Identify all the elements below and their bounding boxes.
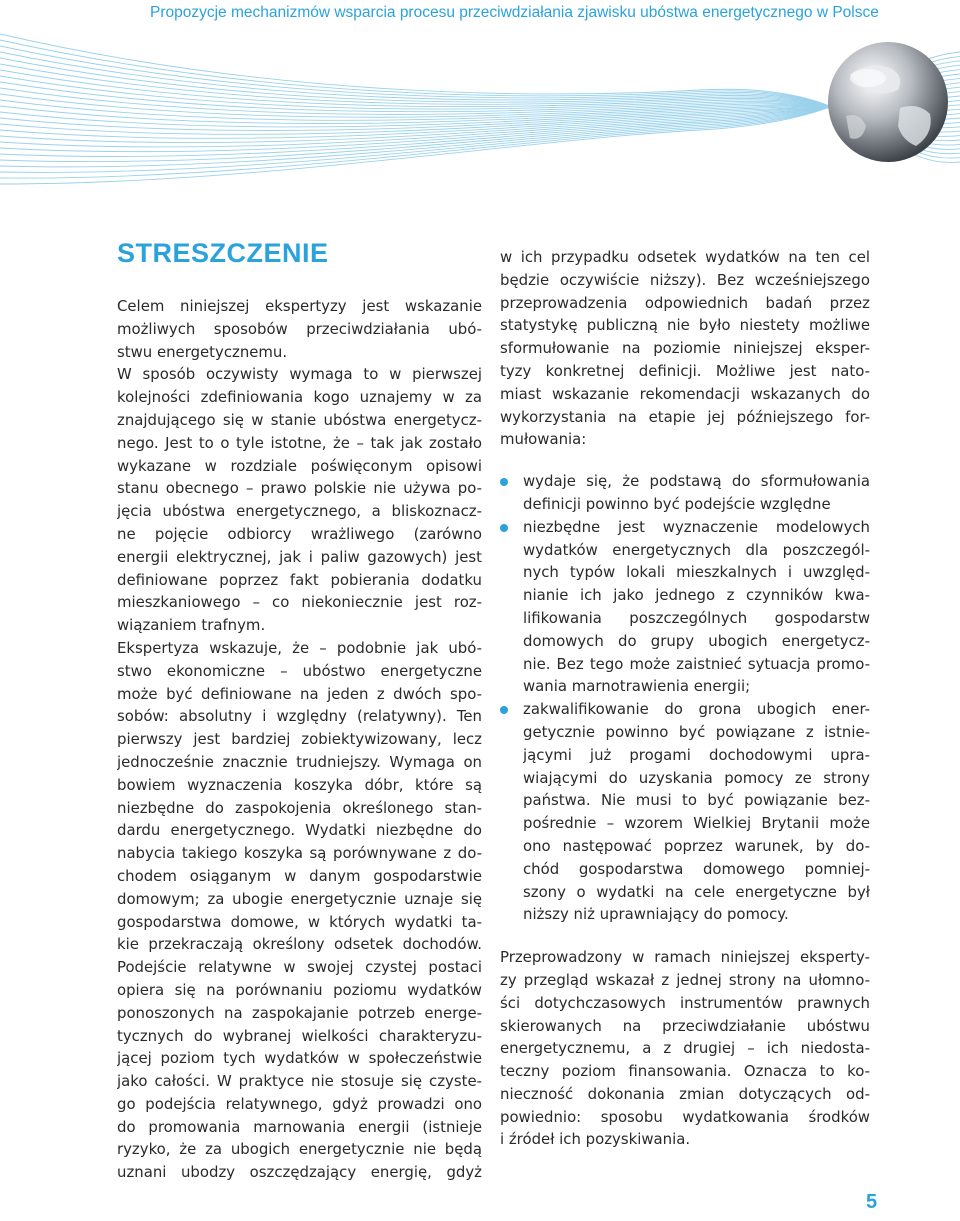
text-line: w ich przypadku odsetek wydatków na ten cel bbox=[500, 248, 870, 266]
text-line: chodem osiąganym w danym gospodarstwie bbox=[117, 866, 482, 885]
text-line: wania marnotrawienia energii; bbox=[523, 677, 751, 696]
text-line: energii elektrycznej, jak i paliw gazowych) jest bbox=[117, 547, 482, 566]
text-line: skierowanych na przeciwdziałanie ubóstwu bbox=[500, 1016, 870, 1035]
text-line: zakwalifikowanie do grona ubogich ener- bbox=[523, 700, 870, 719]
text-line: mułowania: bbox=[500, 430, 587, 449]
text-line: sformułowanie na poziomie niniejszej eksper- bbox=[500, 339, 870, 358]
text-line: stwo ekonomiczne – ubóstwo energetyczne bbox=[117, 661, 482, 680]
text-line: kolejności zdefiniowania kogo uznajemy w za bbox=[117, 388, 482, 407]
text-line: chód gospodarstwa domowego pomniej- bbox=[523, 859, 870, 878]
text-line: wykazane w rozdziale poświęconym opisowi bbox=[117, 456, 482, 475]
text-line: pierwszy jest bardziej zobiektywizowany, lecz bbox=[117, 730, 482, 749]
section-title: STRESZCZENIE bbox=[117, 238, 329, 268]
paragraph-purpose bbox=[117, 295, 482, 363]
text-line: kie przekraczają określony odsetek dochodów. bbox=[117, 935, 482, 954]
list-item bbox=[500, 698, 870, 926]
text-line: ne pojęcie odbiorcy wrażliwego (zarówno bbox=[117, 524, 482, 543]
text-line: miast wskazanie rekomendacji wskazanych do bbox=[500, 384, 870, 403]
text-line: definicji powinno być podejście względne bbox=[523, 494, 831, 513]
text-line: W sposób oczywisty wymaga to w pierwszej bbox=[117, 365, 482, 384]
text-line: znajdującego się w stanie ubóstwa energetycz- bbox=[117, 410, 482, 429]
left-column bbox=[117, 295, 482, 1184]
text-line: nych typów lokali mieszkalnych i uwzględ- bbox=[523, 563, 870, 582]
text-line: przeprowadzenia odpowiednich badań przez bbox=[500, 293, 870, 312]
text-line: lifikowania poszczególnych gospodarstw bbox=[523, 608, 870, 627]
text-line: nie. Bez tego może zaistnieć sytuacja promo- bbox=[523, 654, 870, 673]
text-line: sobów: absolutny i względny (relatywny). Ten bbox=[117, 707, 482, 726]
text-line: gospodarstwa domowe, w których wydatki ta- bbox=[117, 912, 482, 931]
text-line: jednocześnie znacznie trudniejszy. Wymaga on bbox=[117, 752, 482, 771]
paragraph-conclusion bbox=[500, 946, 870, 1151]
text-line: energetycznemu, a z drugiej – ich niedosta- bbox=[500, 1039, 870, 1058]
text-line: jącej poziom tych wydatków w społeczeństwie bbox=[117, 1049, 482, 1068]
running-header: Propozycje mechanizmów wsparcia procesu przeciwdziałania zjawisku ubóstwa energetycznego w Polsce bbox=[150, 4, 879, 21]
text-line: ponoszonych na zaspokajanie potrzeb energe- bbox=[117, 1003, 482, 1022]
text-line: wydatków energetycznych dla poszczegól- bbox=[523, 540, 870, 559]
text-line: nieczność dokonania zmian dotyczących od- bbox=[500, 1084, 870, 1103]
text-line: niższy niż uprawniający do pomocy. bbox=[523, 905, 789, 924]
text-line: niezbędne do zaspokojenia określonego stan- bbox=[117, 798, 482, 817]
text-line: szony o wydatki na cele energetyczne był bbox=[523, 882, 870, 901]
text-line: państwa. Nie musi to być powiązanie bez- bbox=[523, 791, 870, 810]
text-line: Podejście relatywne w swojej czystej postaci bbox=[117, 958, 482, 977]
text-line: domowym; za ubogie energetycznie uznaje się bbox=[117, 889, 482, 908]
text-line: definiowane poprzez fakt pobierania dodatku bbox=[117, 570, 482, 589]
text-line: uznani ubodzy oszczędzający energię, gdyż bbox=[117, 1163, 482, 1182]
text-line: wiązaniem trafnym. bbox=[117, 616, 266, 635]
text-line: wiającymi do uzyskania pomocy ze strony bbox=[523, 768, 870, 787]
text-line: zy przegląd wskazał z jednej strony na ułomno- bbox=[500, 970, 870, 989]
paragraph-continuation bbox=[500, 246, 870, 451]
text-line: opiera się na porównaniu poziomu wydatków bbox=[117, 980, 482, 999]
text-line: wykorzystania na etapie jej późniejszego for- bbox=[500, 407, 870, 426]
text-line: tyzy konkretnej definicji. Możliwe jest nato- bbox=[500, 361, 870, 380]
text-line: do promowania marnowania energii (istnieje bbox=[117, 1117, 482, 1136]
text-line: powiednio: sposobu wydatkowania środków bbox=[500, 1107, 870, 1126]
list-item bbox=[500, 470, 870, 516]
text-line: stanu obecnego – prawo polskie nie używa po- bbox=[117, 479, 482, 498]
list-item bbox=[500, 516, 870, 698]
text-line: Przeprowadzony w ramach niniejszej eksperty- bbox=[500, 948, 870, 967]
text-line: domowych do grupy ubogich energetycz- bbox=[523, 631, 870, 650]
text-line: nianie ich jako jednego z czynników kwa- bbox=[523, 586, 870, 605]
text-line: nego. Jest to o tyle istotne, że – tak jak zostało bbox=[117, 433, 482, 452]
text-line: jako całości. W praktyce nie stosuje się czyste- bbox=[117, 1072, 482, 1091]
text-line: getycznie powinno być powiązane z istnie- bbox=[523, 722, 870, 741]
text-line: jącymi już progami dochodowymi upra- bbox=[523, 745, 870, 764]
text-line: dardu energetycznego. Wydatki niezbędne do bbox=[117, 821, 482, 840]
paragraph-approaches bbox=[117, 637, 482, 1184]
text-line: jęcia ubóstwa energetycznego, a bliskoznacz- bbox=[117, 502, 482, 521]
right-column bbox=[500, 246, 870, 1151]
text-line: możliwych sposobów przeciwdziałania ubó- bbox=[117, 319, 482, 338]
text-line: mieszkaniowego – co niekoniecznie jest roz- bbox=[117, 593, 482, 612]
recommendations-list bbox=[500, 470, 870, 926]
text-line: pośrednie – wzorem Wielkiej Brytanii może bbox=[523, 814, 870, 833]
text-line: stwu energetycznemu. bbox=[117, 342, 288, 361]
text-line: będzie oczywiście niższy). Bez wcześniejszego bbox=[500, 270, 870, 289]
text-line: ono następować poprzez warunek, by do- bbox=[523, 836, 870, 855]
text-line: ryzyko, że za ubogich energetycznie nie będą bbox=[117, 1140, 482, 1159]
text-line: wydaje się, że podstawą do sformułowania bbox=[523, 472, 870, 491]
text-line: Celem niniejszej ekspertyzy jest wskazanie bbox=[117, 297, 482, 315]
text-line: teczny poziom finansowania. Oznacza to ko- bbox=[500, 1062, 870, 1081]
text-line: statystykę publiczną nie było niestety możliwe bbox=[500, 316, 870, 335]
text-line: bowiem wyznaczenia koszyka dóbr, które są bbox=[117, 775, 482, 794]
text-line: ści dotychczasowych instrumentów prawnych bbox=[500, 993, 870, 1012]
decorative-wave-lines bbox=[0, 30, 960, 235]
text-line: może być definiowane na jeden z dwóch spo- bbox=[117, 684, 482, 703]
text-line: i źródeł ich pozyskiwania. bbox=[500, 1130, 691, 1149]
text-line: go podejścia relatywnego, gdyż prowadzi ono bbox=[117, 1094, 482, 1113]
page-number: 5 bbox=[866, 1191, 878, 1213]
text-line: niezbędne jest wyznaczenie modelowych bbox=[523, 517, 870, 536]
globe-icon bbox=[828, 42, 948, 162]
text-line: nabycia takiego koszyka są porównywane z do- bbox=[117, 844, 482, 863]
text-line: Ekspertyza wskazuje, że – podobnie jak ubó- bbox=[117, 638, 482, 657]
text-line: tycznych do wybranej wielkości charakteryzu- bbox=[117, 1026, 482, 1045]
paragraph-definition bbox=[117, 363, 482, 637]
